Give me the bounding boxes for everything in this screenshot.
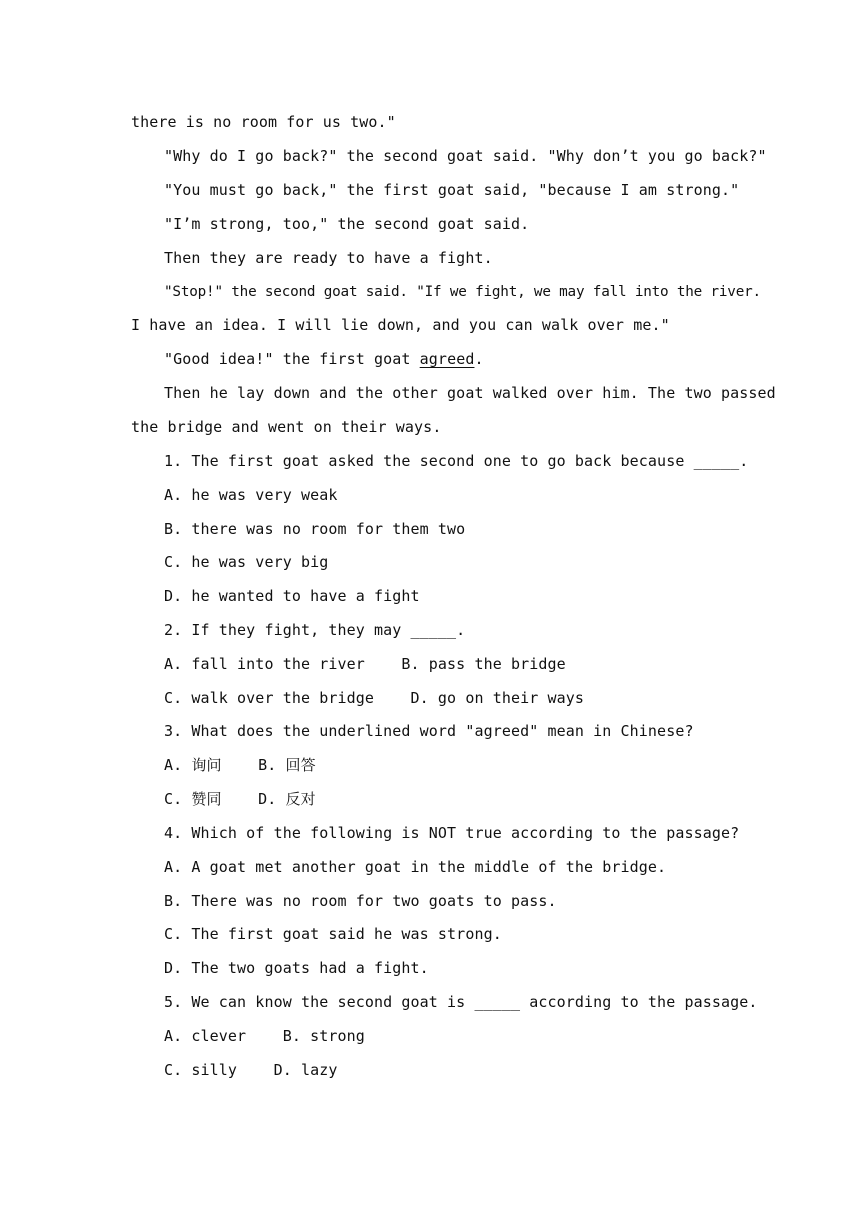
question-4-option-c: C. The first goat said he was strong.: [164, 925, 502, 943]
question-4-option-d: D. The two goats had a fight.: [164, 959, 429, 977]
passage-line-8-end: .: [474, 350, 484, 368]
question-4: 4. Which of the following is NOT true according to the passage?: [164, 824, 740, 842]
question-1-option-b: B. there was no room for them two: [164, 520, 466, 538]
underlined-word-agreed: agreed: [419, 350, 475, 368]
question-2-options-ab: A. fall into the river B. pass the bridge: [164, 655, 566, 673]
passage-line-9: Then he lay down and the other goat walked over him. The two passed: [164, 384, 776, 402]
passage-line-8: [164, 349, 484, 369]
passage-line-4: "I’m strong, too," the second goat said.: [164, 215, 530, 233]
question-1-option-c: C. he was very big: [164, 553, 329, 571]
passage-line-7: I have an idea. I will lie down, and you can walk over me.": [131, 316, 670, 334]
question-5-options-cd: C. silly D. lazy: [164, 1061, 338, 1079]
passage-line-8-start: "Good idea!" the first goat: [164, 350, 420, 368]
question-1: 1. The first goat asked the second one to go back because _____.: [164, 452, 749, 470]
passage-line-6: "Stop!" the second goat said. "If we fight, we may fall into the river.: [164, 284, 761, 300]
question-1-option-a: A. he was very weak: [164, 486, 338, 504]
question-5: 5. We can know the second goat is _____ according to the passage.: [164, 993, 758, 1011]
question-3-options-cd: C. 赞同 D. 反对: [164, 790, 316, 808]
question-4-option-b: B. There was no room for two goats to pass.: [164, 892, 557, 910]
question-3-options-ab: A. 询问 B. 回答: [164, 756, 316, 774]
question-2-options-cd: C. walk over the bridge D. go on their ways: [164, 689, 585, 707]
question-3: 3. What does the underlined word "agreed" mean in Chinese?: [164, 722, 694, 740]
passage-line-1: there is no room for us two.": [131, 113, 396, 131]
question-2: 2. If they fight, they may _____.: [164, 621, 466, 639]
passage-line-2: "Why do I go back?" the second goat said. "Why don’t you go back?": [164, 147, 767, 165]
question-5-options-ab: A. clever B. strong: [164, 1027, 365, 1045]
question-4-option-a: A. A goat met another goat in the middle of the bridge.: [164, 858, 667, 876]
passage-line-10: the bridge and went on their ways.: [131, 418, 442, 436]
passage-line-5: Then they are ready to have a fight.: [164, 249, 493, 267]
question-1-option-d: D. he wanted to have a fight: [164, 587, 420, 605]
passage-line-3: "You must go back," the first goat said, "because I am strong.": [164, 181, 740, 199]
